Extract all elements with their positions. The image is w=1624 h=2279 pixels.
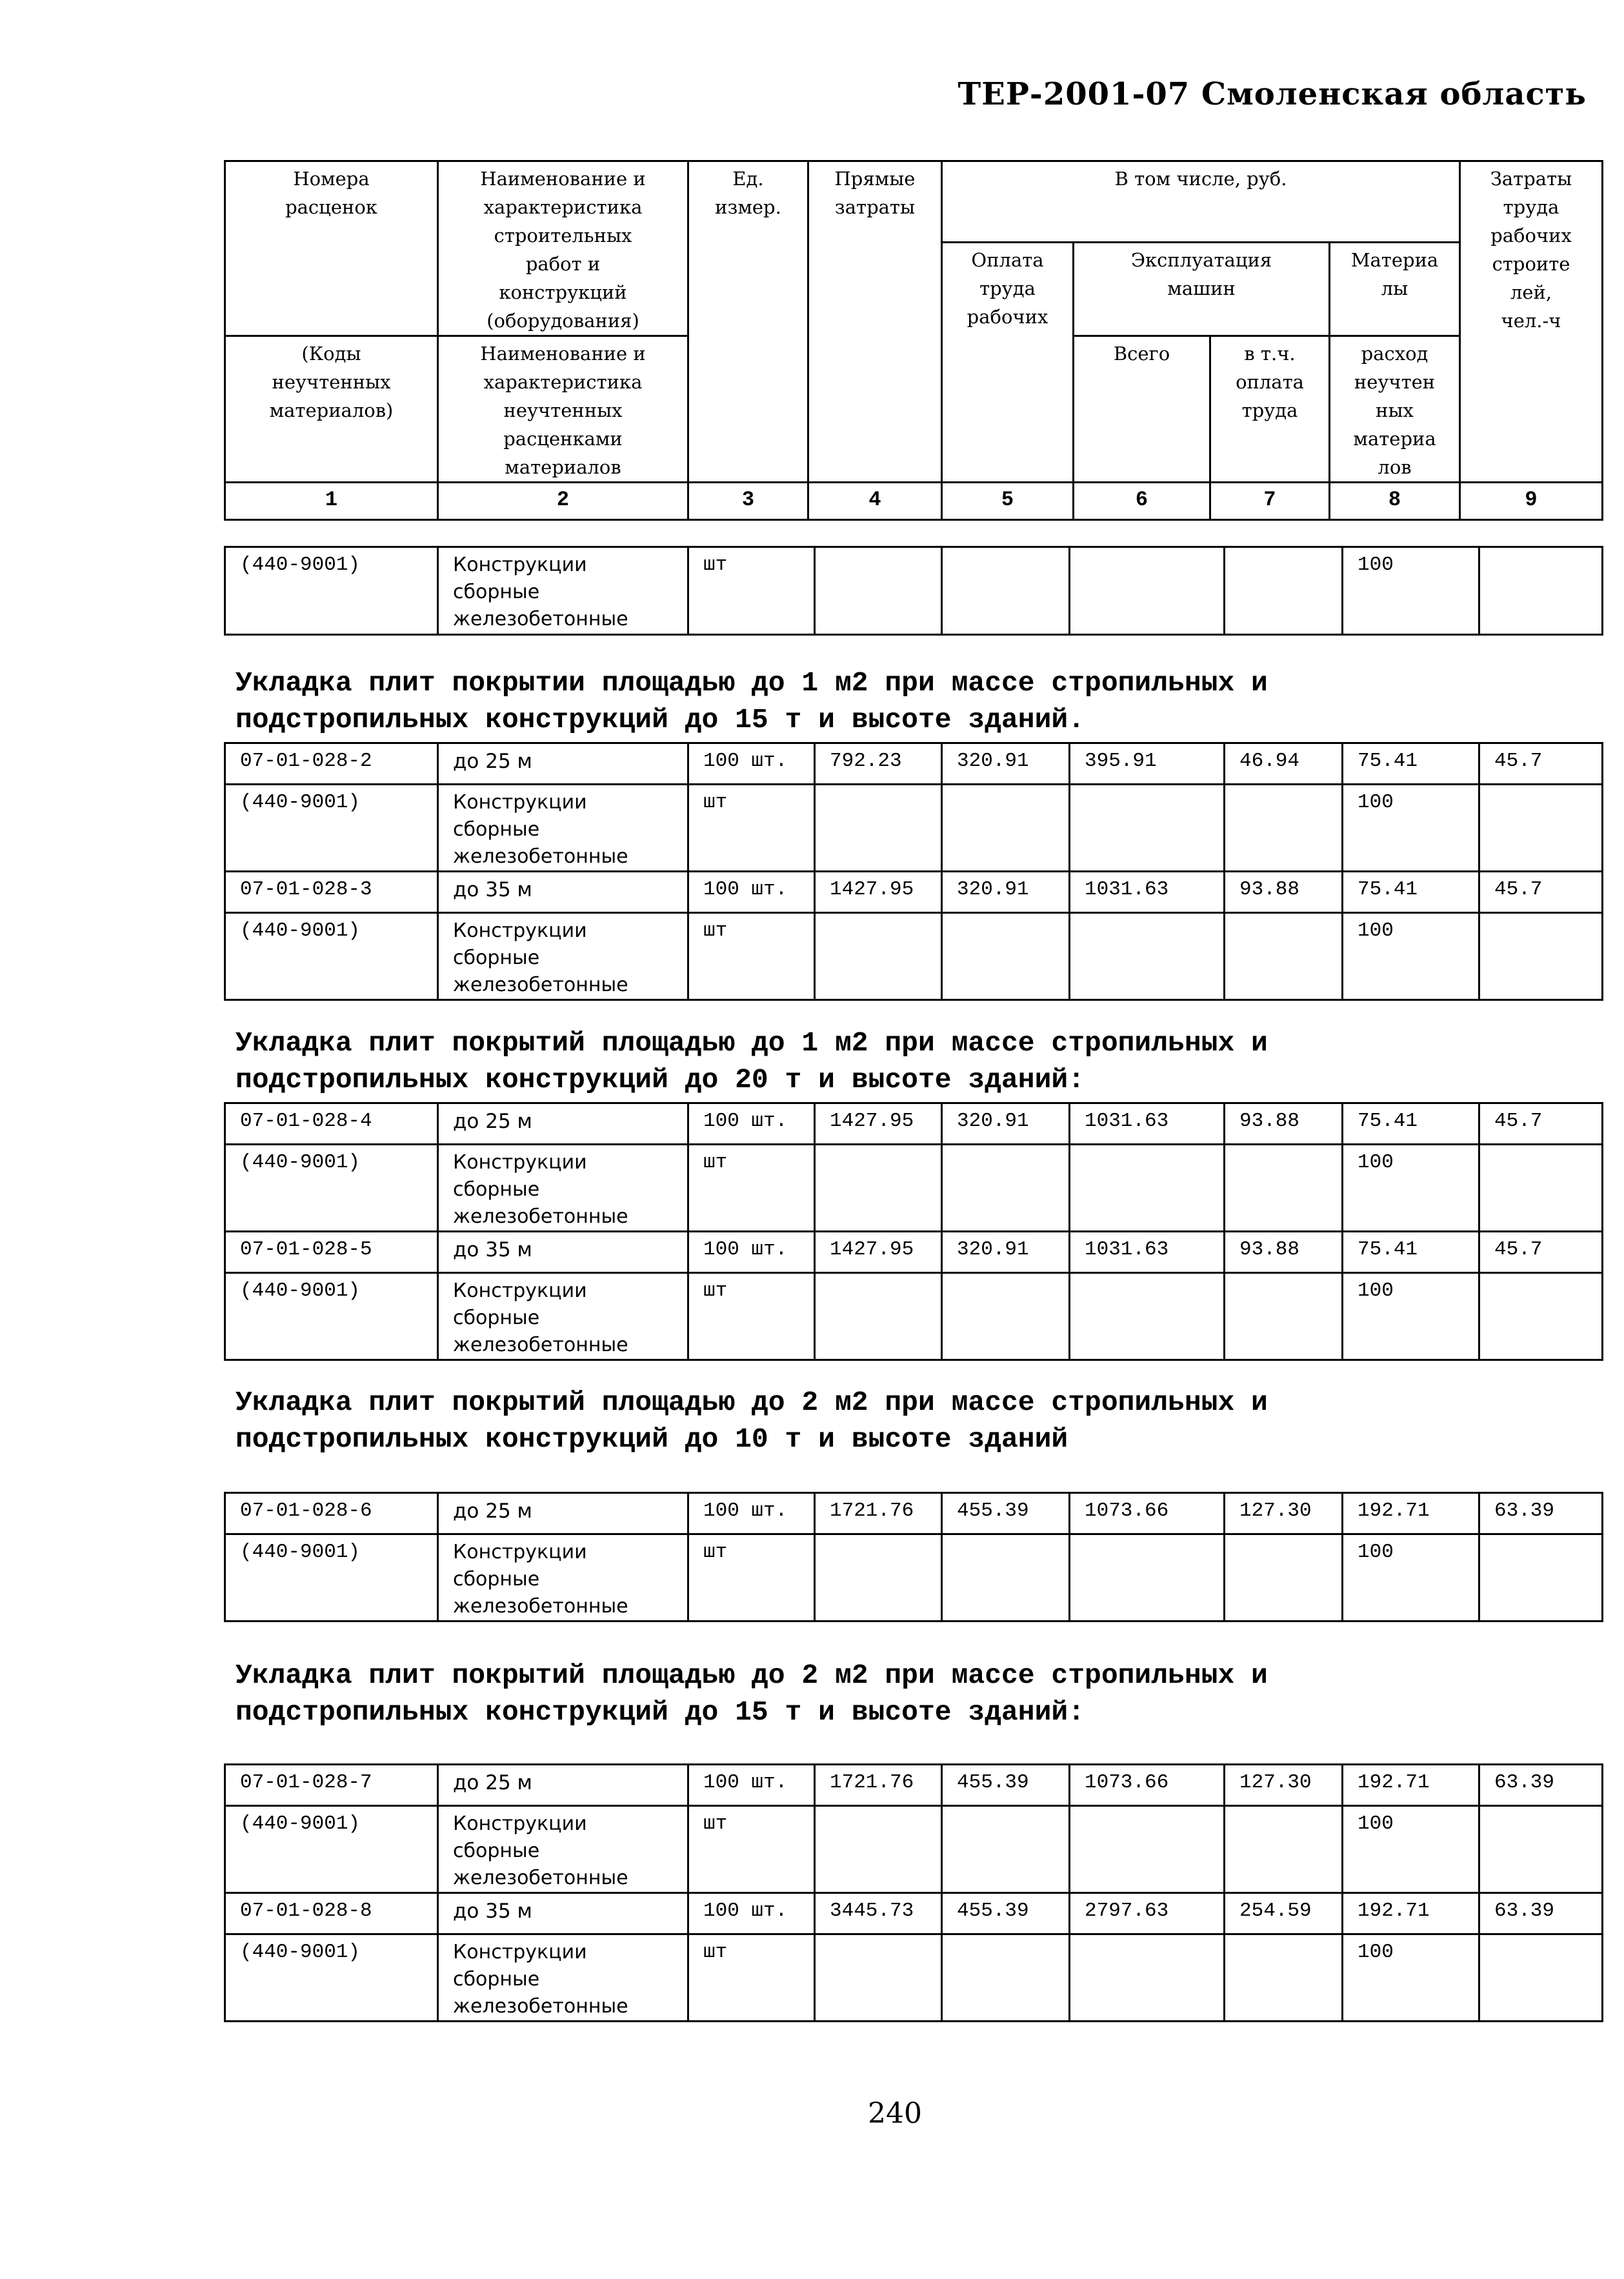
rate-materials: 75.41	[1343, 743, 1479, 785]
rate-materials: 192.71	[1343, 1893, 1479, 1934]
rate-operator-pay: 127.30	[1225, 1765, 1343, 1806]
rate-unit: 100 шт.	[688, 743, 815, 785]
material-name: Конструкции сборные железобетонные	[438, 913, 688, 1000]
rate-direct-costs: 792.23	[815, 743, 942, 785]
column-number: 2	[438, 483, 688, 520]
rate-direct-costs: 3445.73	[815, 1893, 942, 1934]
section-title: Укладка плит покрытий площадью до 2 м2 при массе стропильных и подстропильных конструкций до 10 т и высоте зданий	[236, 1387, 1268, 1455]
material-unit: шт	[688, 1273, 815, 1360]
rate-table	[224, 1763, 1603, 2022]
rate-operator-pay: 93.88	[1225, 1232, 1343, 1273]
rate-code: 07-01-028-6	[225, 1493, 438, 1534]
material-row	[225, 1806, 1603, 1893]
material-row	[225, 913, 1603, 1000]
material-row	[225, 1145, 1603, 1232]
column-number: 7	[1210, 483, 1330, 520]
section-title: Укладка плит покрытий площадью до 2 м2 при массе стропильных и подстропильных конструкций до 15 т и высоте зданий:	[236, 1660, 1268, 1728]
rate-unit: 100 шт.	[688, 1232, 815, 1273]
rate-labor-pay: 455.39	[942, 1493, 1070, 1534]
rate-table	[224, 1102, 1603, 1361]
material-code: (440-9001)	[225, 1145, 438, 1232]
rate-labor-hours: 45.7	[1479, 1232, 1603, 1273]
rate-labor-hours: 45.7	[1479, 743, 1603, 785]
rate-labor-pay: 455.39	[942, 1893, 1070, 1934]
rate-machines-total: 1073.66	[1070, 1765, 1225, 1806]
column-number: 8	[1330, 483, 1460, 520]
material-code: (440-9001)	[225, 1806, 438, 1893]
rate-operator-pay: 127.30	[1225, 1493, 1343, 1534]
rate-direct-costs: 1721.76	[815, 1493, 942, 1534]
header-labor-pay: Оплата труда рабочих	[942, 243, 1074, 483]
header-machines-total: Всего	[1074, 336, 1210, 483]
rate-unit: 100 шт.	[688, 1493, 815, 1534]
header-material-name: Наименование и характеристика неучтенных расценками материалов	[438, 336, 688, 483]
rate-code: 07-01-028-7	[225, 1765, 438, 1806]
header-machine-exploitation: Эксплуатация машин	[1074, 243, 1330, 336]
rate-table-continued	[224, 546, 1603, 636]
rate-name: до 35 м	[438, 872, 688, 913]
rate-row	[225, 1493, 1603, 1534]
section-title: Укладка плит покрытии площадью до 1 м2 при массе стропильных и подстропильных конструкций до 15 т и высоте зданий.	[236, 667, 1268, 736]
rate-name: до 35 м	[438, 1232, 688, 1273]
header-material-codes: (Коды неучтенных материалов)	[225, 336, 438, 483]
rate-labor-hours: 45.7	[1479, 1103, 1603, 1145]
header-operator-pay: в т.ч. оплата труда	[1210, 336, 1330, 483]
column-header-table	[224, 160, 1603, 521]
rate-table	[224, 1492, 1603, 1622]
material-name: Конструкции сборные железобетонные	[438, 1534, 688, 1621]
header-including-group: В том числе, руб.	[942, 161, 1460, 243]
rate-direct-costs: 1427.95	[815, 1232, 942, 1273]
material-name: Конструкции сборные железобетонные	[438, 1806, 688, 1893]
material-unit: шт	[688, 1806, 815, 1893]
material-name: Конструкции сборные железобетонные	[438, 1934, 688, 2022]
material-code: (440-9001)	[225, 785, 438, 872]
material-unit: шт	[688, 1534, 815, 1621]
rate-operator-pay: 254.59	[1225, 1893, 1343, 1934]
rate-direct-costs: 1427.95	[815, 872, 942, 913]
rate-labor-pay: 455.39	[942, 1765, 1070, 1806]
material-name: Конструкции сборные железобетонные	[438, 1273, 688, 1360]
header-unit: Ед. измер.	[688, 161, 808, 483]
column-number: 5	[942, 483, 1074, 520]
material-unit: шт	[688, 547, 815, 635]
rate-machines-total: 1031.63	[1070, 1232, 1225, 1273]
rate-labor-pay: 320.91	[942, 872, 1070, 913]
column-number: 4	[808, 483, 942, 520]
material-row	[225, 785, 1603, 872]
rate-machines-total: 1031.63	[1070, 1103, 1225, 1145]
rate-direct-costs: 1721.76	[815, 1765, 942, 1806]
header-rate-numbers: Номера расценок	[225, 161, 438, 336]
material-name: Конструкции сборные железобетонные	[438, 1145, 688, 1232]
rate-materials: 75.41	[1343, 1103, 1479, 1145]
material-name: Конструкции сборные железобетонные	[438, 547, 688, 635]
material-qty: 100	[1343, 1145, 1479, 1232]
rate-operator-pay: 46.94	[1225, 743, 1343, 785]
material-code: (440-9001)	[225, 913, 438, 1000]
material-unit: шт	[688, 913, 815, 1000]
material-qty: 100	[1343, 1806, 1479, 1893]
column-number: 9	[1460, 483, 1603, 520]
header-labor-hours: Затраты труда рабочих строите лей, чел.-ч	[1460, 161, 1603, 483]
section-title: Укладка плит покрытий площадью до 1 м2 при массе стропильных и подстропильных конструкций до 20 т и высоте зданий:	[236, 1027, 1268, 1096]
rate-name: до 25 м	[438, 743, 688, 785]
material-row	[225, 1534, 1603, 1621]
rate-name: до 35 м	[438, 1893, 688, 1934]
rate-labor-pay: 320.91	[942, 1103, 1070, 1145]
rate-materials: 192.71	[1343, 1765, 1479, 1806]
rate-materials: 192.71	[1343, 1493, 1479, 1534]
header-material-consumption: расход неучтен ных материа лов	[1330, 336, 1460, 483]
rate-materials: 75.41	[1343, 872, 1479, 913]
header-direct-costs: Прямые затраты	[808, 161, 942, 483]
rate-operator-pay: 93.88	[1225, 872, 1343, 913]
material-row	[225, 1273, 1603, 1360]
header-work-name: Наименование и характеристика строительных работ и конструкций (оборудования)	[438, 161, 688, 336]
rate-labor-pay: 320.91	[942, 743, 1070, 785]
rate-name: до 25 м	[438, 1493, 688, 1534]
material-row	[225, 547, 1603, 635]
column-number: 3	[688, 483, 808, 520]
rate-code: 07-01-028-8	[225, 1893, 438, 1934]
rate-table	[224, 742, 1603, 1001]
material-qty: 100	[1343, 1934, 1479, 2022]
rate-unit: 100 шт.	[688, 1103, 815, 1145]
material-row	[225, 1934, 1603, 2022]
material-qty: 100	[1343, 1273, 1479, 1360]
rate-unit: 100 шт.	[688, 1893, 815, 1934]
rate-labor-hours: 63.39	[1479, 1893, 1603, 1934]
rate-machines-total: 1031.63	[1070, 872, 1225, 913]
rate-row	[225, 872, 1603, 913]
rate-labor-hours: 63.39	[1479, 1765, 1603, 1806]
material-qty: 100	[1343, 547, 1479, 635]
column-number: 6	[1074, 483, 1210, 520]
rate-row	[225, 1893, 1603, 1934]
rate-code: 07-01-028-3	[225, 872, 438, 913]
document-title: ТЕР-2001-07 Смоленская область	[957, 76, 1587, 112]
material-qty: 100	[1343, 1534, 1479, 1621]
header-materials: Материа лы	[1330, 243, 1460, 336]
material-unit: шт	[688, 1934, 815, 2022]
material-code: (440-9001)	[225, 1534, 438, 1621]
material-qty: 100	[1343, 913, 1479, 1000]
rate-machines-total: 1073.66	[1070, 1493, 1225, 1534]
rate-code: 07-01-028-2	[225, 743, 438, 785]
page-number: 240	[868, 2097, 922, 2130]
rate-labor-hours: 63.39	[1479, 1493, 1603, 1534]
rate-code: 07-01-028-5	[225, 1232, 438, 1273]
material-name: Конструкции сборные железобетонные	[438, 785, 688, 872]
rate-machines-total: 2797.63	[1070, 1893, 1225, 1934]
rate-materials: 75.41	[1343, 1232, 1479, 1273]
material-code: (440-9001)	[225, 1273, 438, 1360]
column-number: 1	[225, 483, 438, 520]
rate-name: до 25 м	[438, 1765, 688, 1806]
rate-machines-total: 395.91	[1070, 743, 1225, 785]
rate-unit: 100 шт.	[688, 1765, 815, 1806]
rate-labor-hours: 45.7	[1479, 872, 1603, 913]
material-unit: шт	[688, 1145, 815, 1232]
rate-name: до 25 м	[438, 1103, 688, 1145]
rate-row	[225, 1103, 1603, 1145]
rate-row	[225, 743, 1603, 785]
rate-labor-pay: 320.91	[942, 1232, 1070, 1273]
rate-row	[225, 1232, 1603, 1273]
material-code: (440-9001)	[225, 547, 438, 635]
material-code: (440-9001)	[225, 1934, 438, 2022]
material-qty: 100	[1343, 785, 1479, 872]
material-unit: шт	[688, 785, 815, 872]
rate-direct-costs: 1427.95	[815, 1103, 942, 1145]
rate-unit: 100 шт.	[688, 872, 815, 913]
rate-code: 07-01-028-4	[225, 1103, 438, 1145]
rate-row	[225, 1765, 1603, 1806]
rate-operator-pay: 93.88	[1225, 1103, 1343, 1145]
